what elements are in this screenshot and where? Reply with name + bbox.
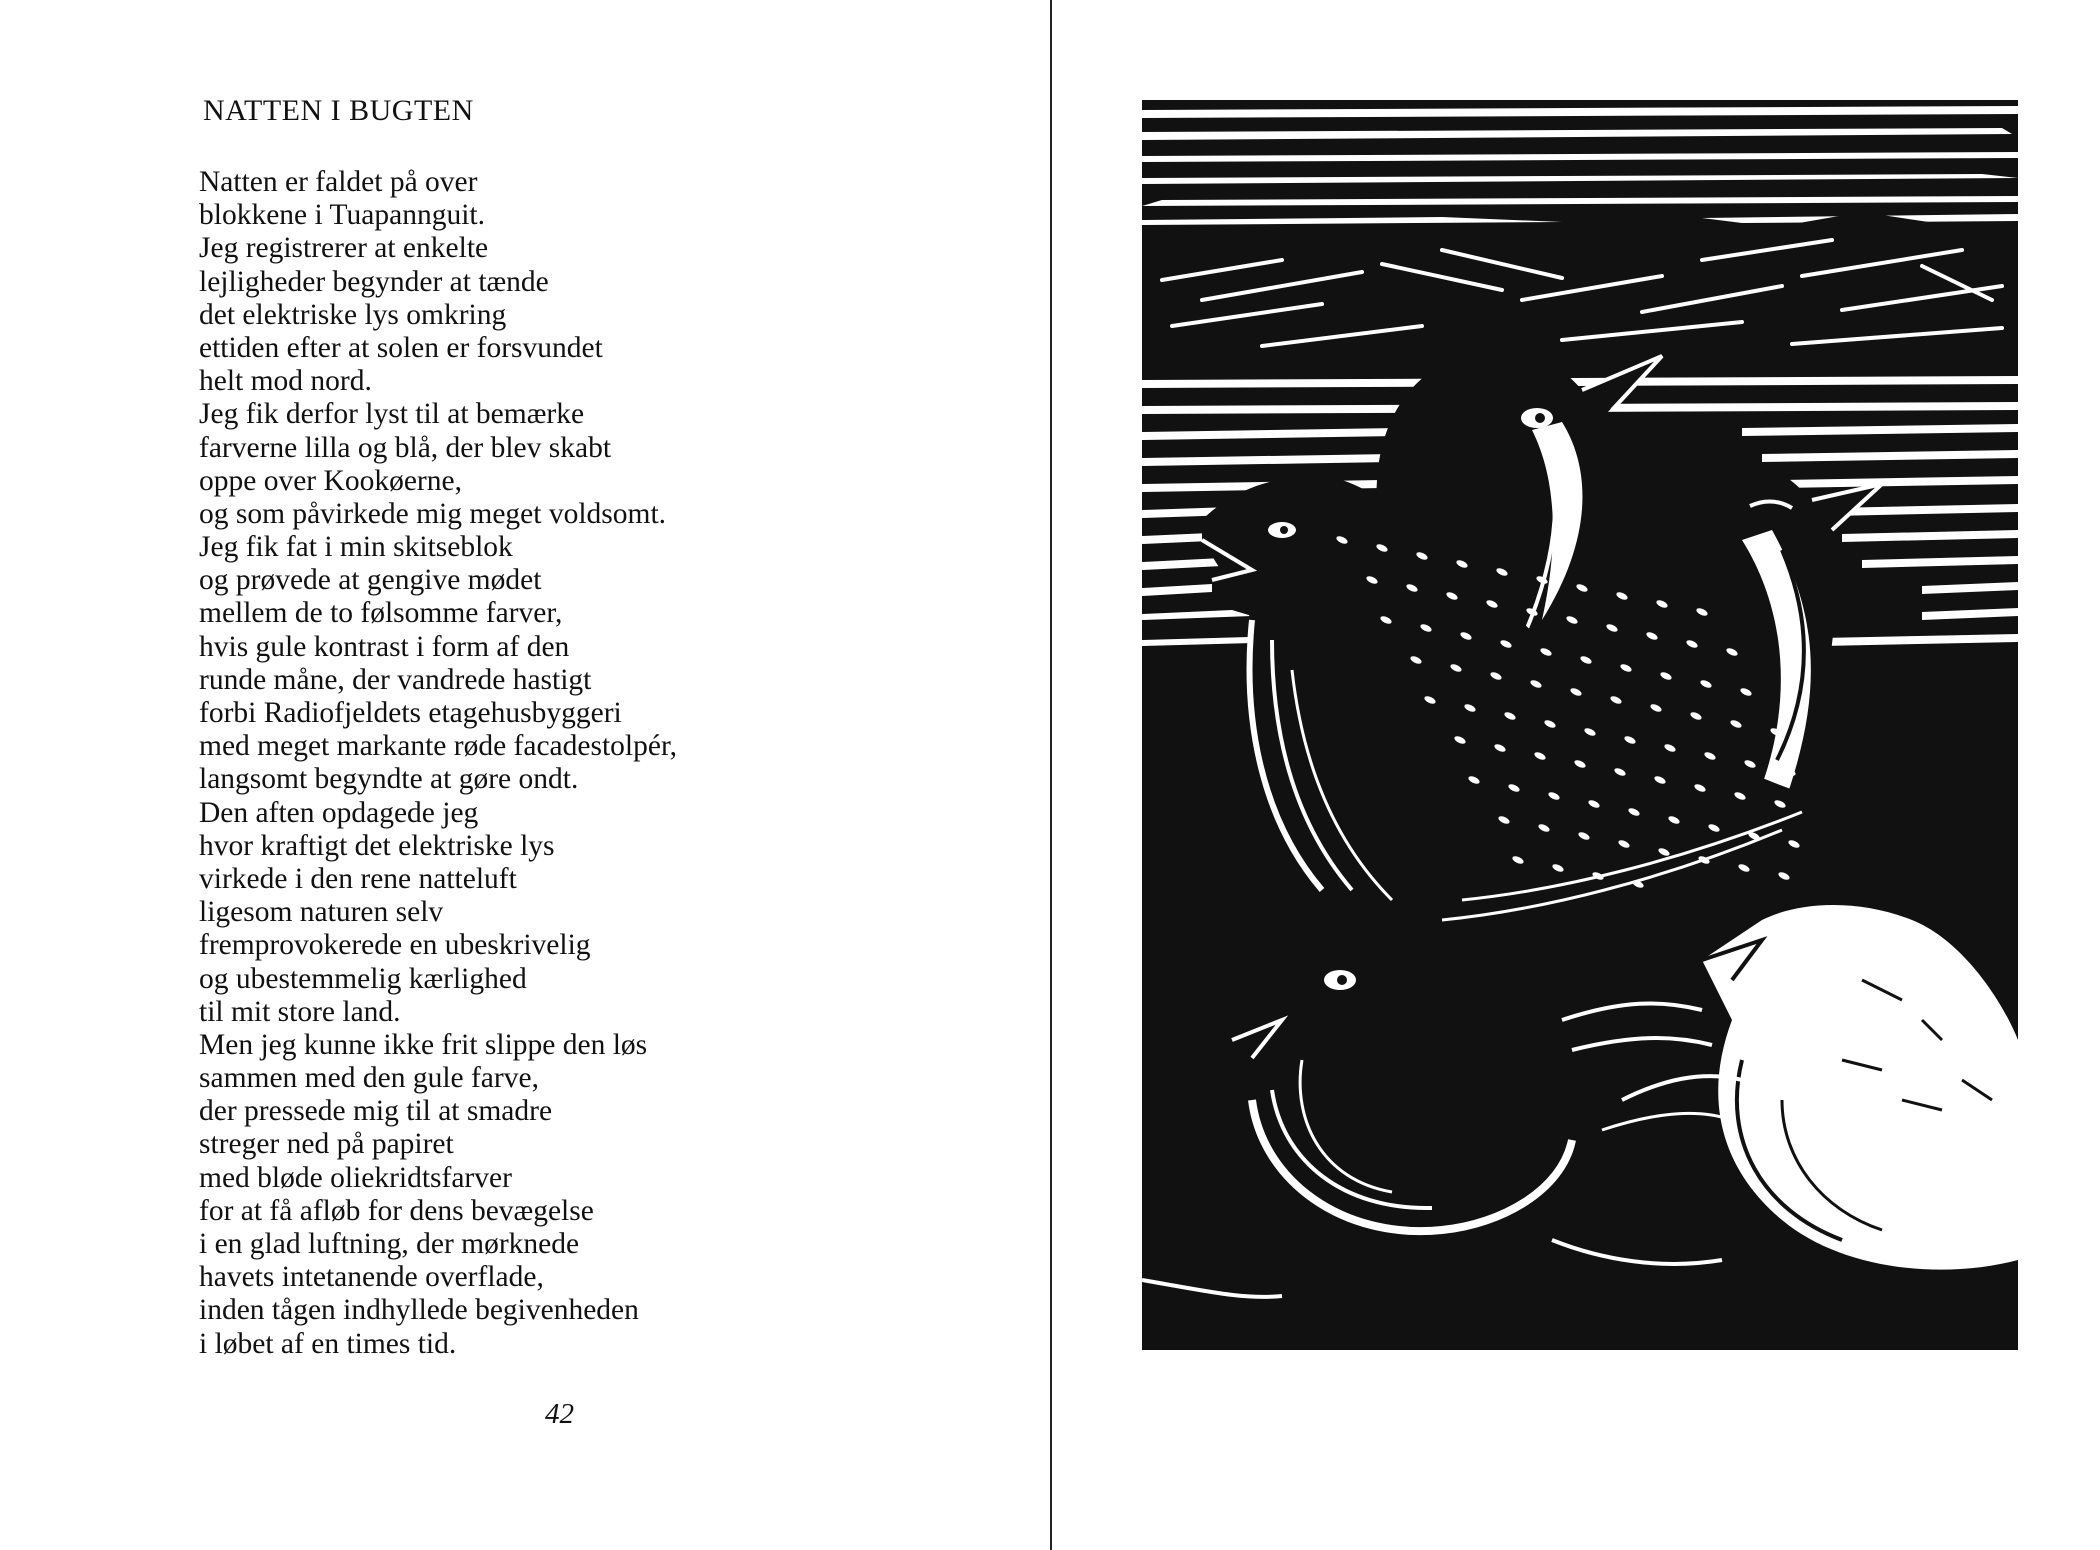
poem-line: blokkene i Tuapannguit. [199,199,485,232]
poem-line: helt mod nord. [199,365,372,398]
poem-line: langsomt begyndte at gøre ondt. [199,763,579,796]
poem-title: NATTEN I BUGTEN [203,94,474,127]
poem-line: Jeg fik derfor lyst til at bemærke [199,398,585,431]
poem-line: til mit store land. [199,995,401,1028]
poem-line: og som påvirkede mig meget voldsomt. [199,497,667,530]
poem-line: fremprovokerede en ubeskrivelig [199,929,591,962]
poem-line: sammen med den gule farve, [199,1062,539,1095]
poem-line: ligesom naturen selv [199,896,444,929]
right-page [1052,0,2100,1550]
poem-line: lejligheder begynder at tænde [199,265,549,298]
poem-line: for at få afløb for dens bevægelse [199,1194,594,1227]
poem-text [199,166,677,1361]
poem-line: hvis gule kontrast i form af den [199,630,570,663]
poem-line: Jeg fik fat i min skitseblok [199,531,513,564]
poem-line: med bløde oliekridtsfarver [199,1161,512,1194]
poem-line: havets intetanende overflade, [199,1261,544,1294]
woodcut-birds-illustration [1142,100,2018,1350]
poem-line: Jeg registrerer at enkelte [199,232,489,265]
poem-line: oppe over Kookøerne, [199,464,462,497]
poem-line: ettiden efter at solen er forsvundet [199,331,603,364]
poem-line: og ubestemmelig kærlighed [199,962,527,995]
poem-line: inden tågen indhyllede begivenheden [199,1294,639,1327]
poem-line: farverne lilla og blå, der blev skabt [199,431,612,464]
poem-line: hvor kraftigt det elektriske lys [199,829,555,862]
poem-line: Men jeg kunne ikke frit slippe den løs [199,1028,648,1061]
page-number: 42 [545,1398,574,1430]
poem-line: i en glad luftning, der mørknede [199,1228,580,1260]
poem-line: runde måne, der vandrede hastigt [199,663,592,696]
poem-line: det elektriske lys omkring [199,298,507,331]
poem-line: Den aften opdagede jeg [199,796,479,829]
poem-line: Natten er faldet på over [199,166,478,198]
poem-line: mellem de to følsomme farver, [199,597,563,630]
poem-line: streger ned på papiret [199,1128,454,1161]
poem-line: der pressede mig til at smadre [199,1095,553,1128]
poem-line: virkede i den rene natteluft [199,862,517,895]
poem-line: og prøvede at gengive mødet [199,564,542,597]
poem-line: forbi Radiofjeldets etagehusbyggeri [199,697,622,729]
poem-line: i løbet af en times tid. [199,1327,457,1360]
poem-line: med meget markante røde facadestolpér, [199,730,677,763]
